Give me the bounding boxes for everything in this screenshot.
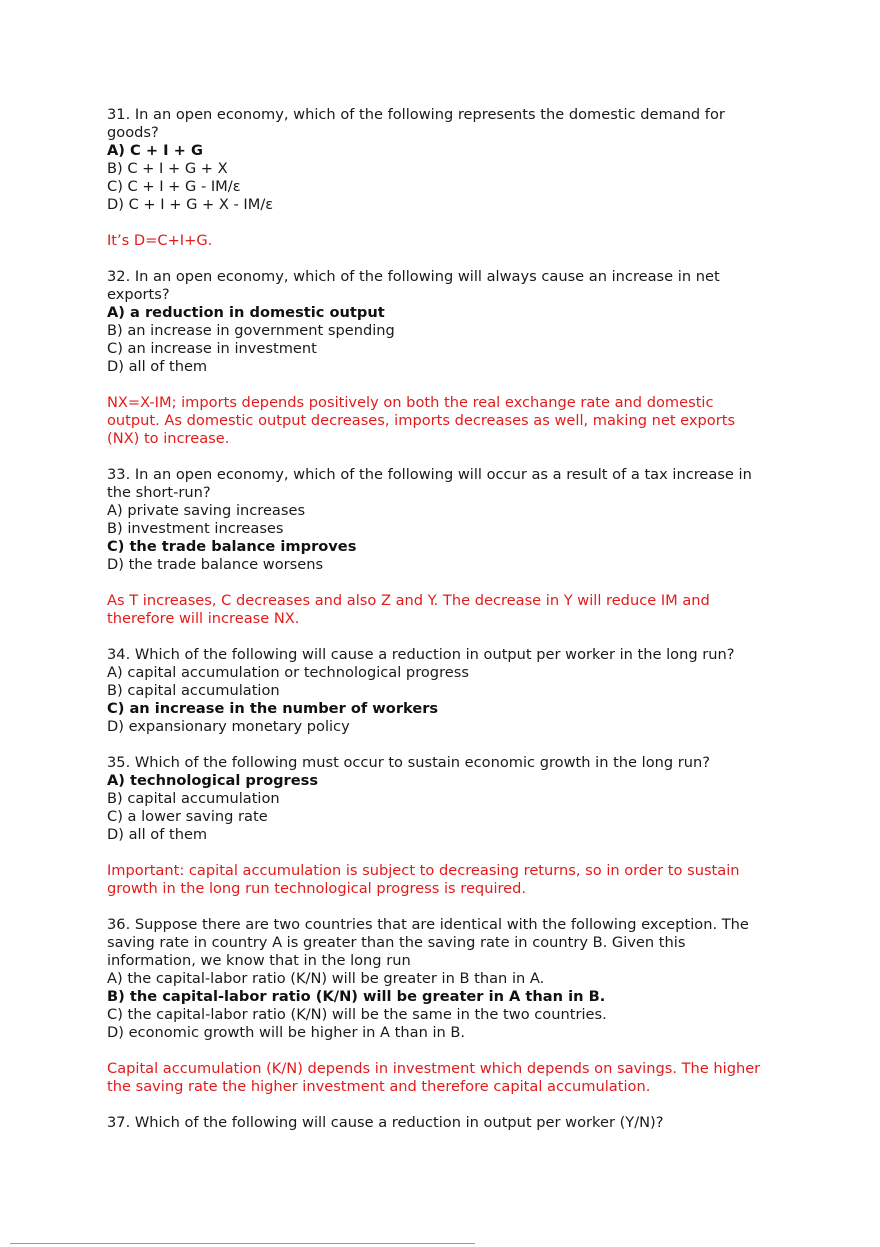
question-stem: goods?	[107, 124, 159, 141]
question-block	[107, 268, 787, 376]
explanation-line: growth in the long run technological progress is required.	[107, 880, 527, 897]
spacer	[107, 574, 787, 592]
answer-option: B) C + I + G + X	[107, 160, 228, 177]
question-block	[107, 916, 787, 1042]
answer-option: D) all of them	[107, 826, 208, 843]
spacer	[107, 628, 787, 646]
spacer	[107, 448, 787, 466]
explanation-line: Important: capital accumulation is subject to decreasing returns, so in order to sustain	[107, 862, 740, 879]
answer-option: C) C + I + G - IM/ε	[107, 178, 241, 195]
spacer	[107, 1042, 787, 1060]
question-stem: 32. In an open economy, which of the following will always cause an increase in net	[107, 268, 720, 285]
answer-option: B) an increase in government spending	[107, 322, 395, 339]
spacer	[107, 898, 787, 916]
question-block	[107, 466, 787, 574]
answer-explanation	[107, 232, 787, 250]
question-block	[107, 1114, 787, 1132]
question-stem: 34. Which of the following will cause a reduction in output per worker in the long run?	[107, 646, 735, 663]
answer-option: A) the capital-labor ratio (K/N) will be greater in B than in A.	[107, 970, 545, 987]
footer-rule	[10, 1243, 475, 1244]
answer-option: D) the trade balance worsens	[107, 556, 324, 573]
question-stem: exports?	[107, 286, 170, 303]
spacer	[107, 736, 787, 754]
correct-answer-option: A) a reduction in domestic output	[107, 304, 385, 321]
document-page	[107, 106, 787, 1132]
explanation-line: (NX) to increase.	[107, 430, 230, 447]
answer-option: C) the capital-labor ratio (K/N) will be the same in the two countries.	[107, 1006, 607, 1023]
explanation-line: It’s D=C+I+G.	[107, 232, 213, 249]
question-stem: information, we know that in the long run	[107, 952, 411, 969]
answer-option: D) C + I + G + X - IM/ε	[107, 196, 274, 213]
answer-option: B) investment increases	[107, 520, 284, 537]
spacer	[107, 250, 787, 268]
answer-explanation	[107, 394, 787, 448]
answer-option: D) all of them	[107, 358, 208, 375]
question-stem: 35. Which of the following must occur to sustain economic growth in the long run?	[107, 754, 711, 771]
explanation-line: output. As domestic output decreases, imports decreases as well, making net exports	[107, 412, 736, 429]
correct-answer-option: C) an increase in the number of workers	[107, 700, 439, 717]
answer-explanation	[107, 592, 787, 628]
answer-option: D) economic growth will be higher in A than in B.	[107, 1024, 466, 1041]
spacer	[107, 376, 787, 394]
spacer	[107, 1096, 787, 1114]
answer-option: A) capital accumulation or technological progress	[107, 664, 469, 681]
question-block	[107, 754, 787, 844]
correct-answer-option: A) C + I + G	[107, 142, 203, 159]
answer-option: C) an increase in investment	[107, 340, 317, 357]
answer-explanation	[107, 862, 787, 898]
question-stem: 37. Which of the following will cause a reduction in output per worker (Y/N)?	[107, 1114, 664, 1131]
spacer	[107, 844, 787, 862]
answer-option: A) private saving increases	[107, 502, 306, 519]
explanation-line: the saving rate the higher investment and therefore capital accumulation.	[107, 1078, 651, 1095]
explanation-line: As T increases, C decreases and also Z and Y. The decrease in Y will reduce IM and	[107, 592, 710, 609]
question-stem: 36. Suppose there are two countries that are identical with the following exception. The	[107, 916, 749, 933]
answer-explanation	[107, 1060, 787, 1096]
explanation-line: therefore will increase NX.	[107, 610, 300, 627]
answer-option: B) capital accumulation	[107, 790, 280, 807]
question-stem: saving rate in country A is greater than the saving rate in country B. Given this	[107, 934, 686, 951]
question-block	[107, 646, 787, 736]
question-stem: 31. In an open economy, which of the following represents the domestic demand for	[107, 106, 725, 123]
answer-option: C) a lower saving rate	[107, 808, 268, 825]
correct-answer-option: C) the trade balance improves	[107, 538, 357, 555]
correct-answer-option: B) the capital-labor ratio (K/N) will be greater in A than in B.	[107, 988, 606, 1005]
explanation-line: Capital accumulation (K/N) depends in investment which depends on savings. The higher	[107, 1060, 761, 1077]
question-stem: 33. In an open economy, which of the following will occur as a result of a tax increase in	[107, 466, 752, 483]
answer-option: D) expansionary monetary policy	[107, 718, 350, 735]
question-stem: the short-run?	[107, 484, 211, 501]
explanation-line: NX=X-IM; imports depends positively on both the real exchange rate and domestic	[107, 394, 714, 411]
question-block	[107, 106, 787, 214]
spacer	[107, 214, 787, 232]
answer-option: B) capital accumulation	[107, 682, 280, 699]
correct-answer-option: A) technological progress	[107, 772, 319, 789]
